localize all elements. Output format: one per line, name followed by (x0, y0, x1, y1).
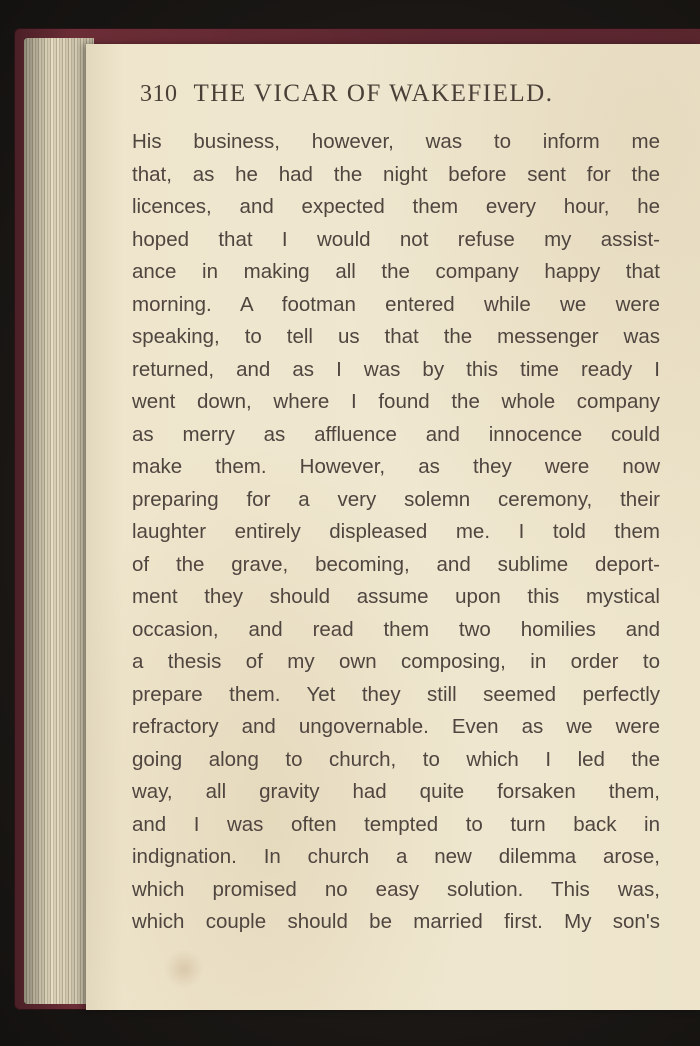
text-line: went down, where I found the whole company (132, 390, 660, 413)
text-line: occasion, and read them two homilies and (132, 617, 660, 641)
text-line: of the grave, becoming, and sublime deport- (132, 552, 660, 576)
text-line: prepare them. Yet they still seemed perfectly (132, 682, 660, 706)
text-line: hoped that I would not refuse my assist- (132, 227, 660, 251)
page-stain (164, 949, 204, 989)
text-line: as merry as affluence and innocence could (132, 422, 660, 446)
text-line: ment they should assume upon this mystical (132, 585, 660, 608)
text-line: make them. However, as they were now (132, 455, 660, 478)
text-line: morning. A footman entered while we were (132, 292, 660, 316)
text-line: and I was often tempted to turn back in (132, 812, 660, 836)
text-line: which promised no easy solution. This was, (132, 877, 660, 901)
text-line: way, all gravity had quite forsaken them, (132, 780, 660, 803)
text-line: ance in making all the company happy that (132, 260, 660, 283)
text-line: speaking, to tell us that the messenger was (132, 325, 660, 348)
text-line: refractory and ungovernable. Even as we were (132, 715, 660, 738)
text-line: that, as he had the night before sent for the (132, 162, 660, 186)
text-line: laughter entirely displeased me. I told them (132, 520, 660, 543)
text-line: returned, and as I was by this time ready I (132, 357, 660, 381)
text-line: indignation. In church a new dilemma arose, (132, 845, 660, 868)
text-line: which couple should be married first. My son's (132, 910, 660, 933)
running-head (140, 80, 680, 108)
page-number: 310 (140, 81, 178, 107)
book-title: THE VICAR OF WAKEFIELD. (193, 80, 554, 107)
page-edges (24, 38, 94, 1004)
text-line: a thesis of my own composing, in order to (132, 650, 660, 673)
body-text (132, 126, 660, 939)
text-line: going along to church, to which I led the (132, 747, 660, 771)
book-page (86, 44, 700, 1010)
text-line: His business, however, was to inform me (132, 130, 660, 153)
text-line: licences, and expected them every hour, he (132, 195, 660, 218)
text-line: preparing for a very solemn ceremony, their (132, 487, 660, 511)
